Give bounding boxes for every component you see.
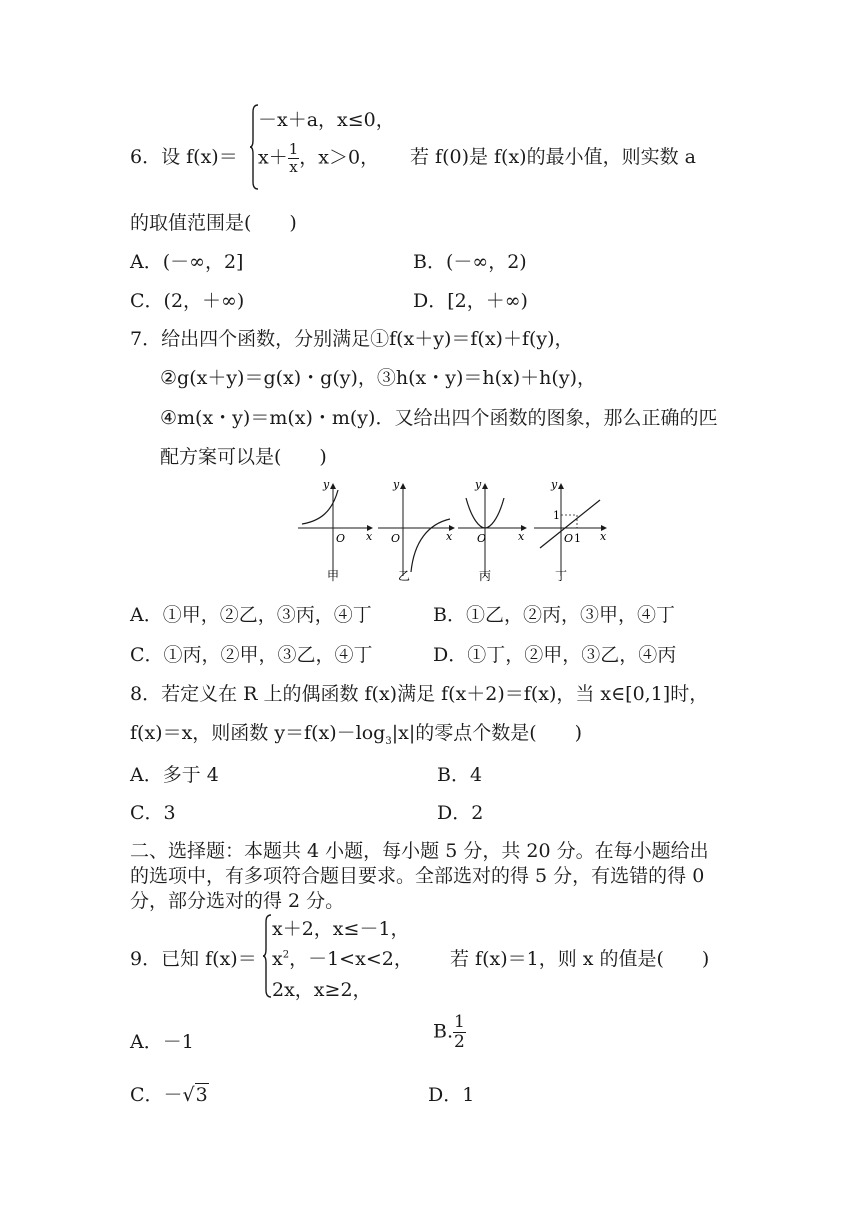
graph-jia-caption: 甲 [327, 569, 340, 583]
q8-option-d: D．2 [437, 802, 484, 824]
graph-jia [298, 478, 373, 583]
q7-function-graphs [290, 476, 620, 586]
section-2-line-1: 二、选择题：本题共 4 小题，每小题 5 分，共 20 分。在每小题给出 [130, 840, 709, 862]
q6-fraction-num: 1 [288, 140, 299, 158]
q6-tail: 若 f(0)是 f(x)的最小值，则实数 a [410, 146, 696, 168]
q6-fraction-den: x [289, 158, 298, 176]
q8-option-b: B．4 [437, 764, 483, 786]
graph-yi-origin: O [391, 532, 401, 545]
graph-ding [534, 478, 607, 583]
q7-option-d: D．①丁，②甲，③乙，④丙 [433, 644, 677, 666]
q9-tail: 若 f(x)＝1，则 x 的值是( ) [450, 948, 710, 970]
q9-option-d: D．1 [428, 1084, 475, 1106]
q9-exponent: 2 [282, 949, 290, 961]
q7-line-3: ④m(x・y)＝m(x)・m(y)．又给出四个函数的图象，那么正确的匹 [160, 407, 718, 429]
graph-ding-y-label: y [551, 478, 558, 491]
graph-yi-x-label: x [446, 530, 453, 543]
q9-option-c [130, 1080, 209, 1107]
graph-bing-caption: 丙 [479, 569, 492, 583]
q9-lead: 9．已知 f(x)＝ [130, 948, 257, 970]
graph-jia-origin: O [336, 532, 346, 545]
graph-jia-x-label: x [366, 530, 373, 543]
q6-fraction [288, 142, 300, 175]
q9-case-1: x＋2，x≤－1， [272, 918, 410, 940]
graph-bing-x-label: x [518, 530, 525, 543]
q9-option-b [433, 1014, 466, 1051]
q6-case-2-cond: ，x＞0， [299, 146, 380, 169]
q8-line-2-text: f(x)＝x，则函数 y＝f(x)－log [130, 722, 386, 744]
q8-line-1: 8．若定义在 R 上的偶函数 f(x)满足 f(x＋2)＝f(x)，当 x∈[0,1]时， [130, 683, 709, 705]
q9-option-c-label: C．－ [130, 1084, 183, 1106]
graph-ding-x-label: x [600, 530, 607, 543]
q6-case-2-text: x＋ [258, 146, 288, 169]
graph-bing-origin: O [477, 532, 487, 545]
q6-case-2 [258, 142, 379, 175]
q6-lead: 6．设 f(x)＝ [130, 146, 238, 168]
q9-option-b-fraction [453, 1014, 466, 1051]
graph-yi-curve [411, 519, 450, 572]
q9-option-c-radicand: 3 [195, 1084, 208, 1106]
q9-case-2-text: x [272, 948, 283, 970]
graph-ding-origin: O [564, 532, 574, 545]
q7-line-4: 配方案可以是( ) [160, 446, 327, 468]
q8-option-c: C．3 [130, 802, 176, 824]
q7-line-1: 7．给出四个函数，分别满足①f(x＋y)＝f(x)＋f(y)， [130, 328, 574, 350]
graph-yi [378, 478, 454, 583]
q6-case-1: －x＋a，x≤0， [258, 109, 395, 131]
q6-option-c: C．(2，＋∞) [130, 290, 245, 312]
sqrt-icon: √ [182, 1084, 195, 1106]
q8-log-base: 3 [385, 735, 392, 747]
section-2-line-2: 的选项中，有多项符合题目要求。全部选对的得 5 分，有选错的得 0 [130, 865, 705, 887]
q6-option-a: A．(－∞，2] [130, 251, 244, 273]
q6-option-b: B．(－∞，2) [413, 251, 527, 273]
graph-ding-y-one: 1 [553, 509, 560, 522]
q8-line-2 [130, 718, 582, 747]
q9-option-b-den: 2 [454, 1032, 465, 1052]
q8-option-a: A．多于 4 [130, 764, 219, 786]
q9-case-2 [272, 944, 413, 971]
graph-yi-caption: 乙 [398, 569, 411, 583]
graph-bing [458, 478, 526, 583]
q9-option-b-label: B. [433, 1020, 454, 1043]
q9-case-2-cond: ，－1<x<2， [289, 948, 413, 970]
q6-line-2: 的取值范围是( ) [130, 212, 297, 234]
section-2-line-3: 分，部分选对的得 2 分。 [130, 890, 345, 912]
q9-case-3: 2x，x≥2， [272, 979, 372, 1001]
q7-option-b: B．①乙，②丙，③甲，④丁 [433, 604, 675, 626]
graph-jia-y-label: y [323, 478, 330, 491]
q6-option-d: D．[2，＋∞) [413, 290, 528, 312]
q7-option-a: A．①甲，②乙，③丙，④丁 [130, 604, 372, 626]
q9-option-a: A．－1 [130, 1031, 194, 1053]
q7-line-2: ②g(x＋y)＝g(x)・g(y)，③h(x・y)＝h(x)＋h(y)， [160, 367, 596, 389]
graph-ding-caption: 丁 [555, 569, 568, 583]
graph-ding-x-one: 1 [574, 532, 581, 545]
q8-line-2-tail: |x|的零点个数是( ) [391, 722, 583, 744]
graph-yi-y-label: y [393, 478, 400, 491]
q9-option-b-num: 1 [454, 1012, 465, 1032]
q7-option-c: C．①丙，②甲，③乙，④丁 [130, 644, 373, 666]
graph-bing-y-label: y [475, 478, 482, 491]
